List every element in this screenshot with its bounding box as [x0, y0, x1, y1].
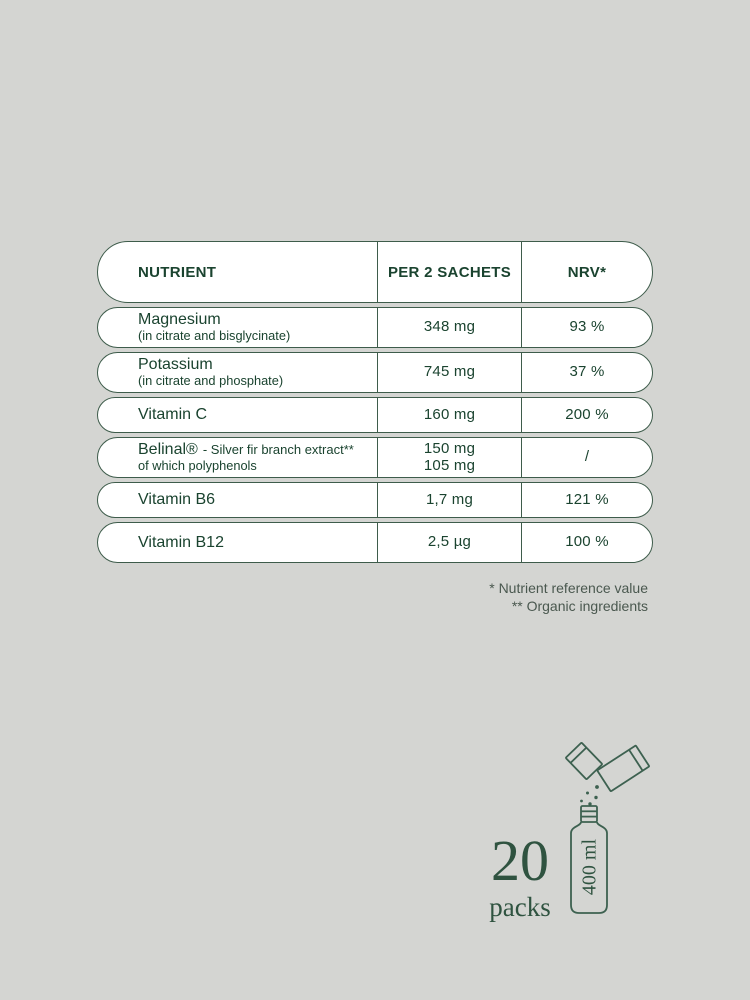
amount-cell: [377, 353, 521, 392]
header-cell-per-2-sachets: [377, 242, 521, 302]
amount-value: 348 mg: [423, 318, 476, 336]
nrv-cell: [521, 398, 652, 432]
nutrient-name: Vitamin B6: [138, 491, 216, 509]
nutrient-name: Magnesium: [138, 311, 221, 329]
table-row-vitamin-b12: [97, 522, 653, 563]
amount-cell: [377, 398, 521, 432]
amount-value-2: 105 mg: [423, 456, 476, 474]
nutrient-cell: [98, 438, 377, 477]
nutrient-name: Potassium: [138, 356, 213, 374]
amount-cell: [377, 438, 521, 477]
amount-cell: [377, 483, 521, 517]
nrv-cell: [521, 353, 652, 392]
pack-count: [475, 828, 565, 922]
nrv-value: /: [584, 448, 590, 466]
nrv-value: 93 %: [569, 318, 605, 336]
header-nutrient-label: NUTRIENT: [138, 263, 217, 281]
bottle-cap-icon: [581, 806, 597, 822]
footnotes: [489, 579, 648, 615]
footnote-organic: ** Organic ingredients: [511, 598, 648, 614]
nrv-value: 100 %: [565, 533, 609, 551]
header-cell-nrv: [521, 242, 652, 302]
header-per-2-sachets-label: PER 2 SACHETS: [387, 263, 512, 281]
sachet-left-icon: [566, 743, 603, 780]
nutrient-cell: [98, 523, 377, 562]
nrv-cell: [521, 438, 652, 477]
bottle-volume-label: 400 ml: [578, 838, 601, 896]
sachet-right-icon: [597, 745, 649, 791]
amount-value: 160 mg: [423, 405, 476, 423]
table-row-vitamin-c: [97, 397, 653, 433]
pouring-dots-icon: [580, 785, 599, 806]
nutrient-name: Belinal®: [138, 441, 198, 459]
nrv-value: 121 %: [565, 490, 609, 508]
nutrient-name-suffix: - Silver fir branch extract**: [202, 442, 354, 458]
pack-count-unit: packs: [489, 892, 551, 922]
nutrient-name: Vitamin B12: [138, 533, 224, 551]
nutrient-cell: [98, 483, 377, 517]
table-row-vitamin-b6: [97, 482, 653, 518]
table-row-belinal: [97, 437, 653, 478]
nutrient-subtext: (in citrate and bisglycinate): [138, 328, 291, 344]
nutrient-subtext: (in citrate and phosphate): [138, 373, 284, 389]
nrv-cell: [521, 308, 652, 347]
header-cell-nutrient: [98, 242, 377, 302]
table-row-potassium: [97, 352, 653, 393]
table-row-magnesium: [97, 307, 653, 348]
amount-cell: [377, 308, 521, 347]
table-header-row: [97, 241, 653, 303]
nrv-value: 200 %: [565, 405, 609, 423]
amount-value: 150 mg: [423, 440, 476, 457]
amount-value: 745 mg: [423, 363, 476, 381]
nutrient-name: Vitamin C: [138, 406, 208, 424]
header-nrv-label: NRV*: [567, 263, 607, 281]
pack-count-number: 20: [491, 828, 549, 893]
amount-cell: [377, 523, 521, 562]
pack-illustration: [485, 735, 655, 935]
nrv-value: 37 %: [569, 363, 605, 381]
amount-value: 1,7 mg: [425, 490, 474, 508]
nutrition-table: [97, 241, 653, 563]
nutrient-cell: [98, 308, 377, 347]
nrv-cell: [521, 483, 652, 517]
nutrient-cell: [98, 353, 377, 392]
nrv-cell: [521, 523, 652, 562]
amount-value: 2,5 µg: [427, 533, 472, 551]
nutrient-subtext: of which polyphenols: [138, 458, 257, 474]
footnote-nrv: * Nutrient reference value: [489, 580, 648, 596]
nutrient-cell: [98, 398, 377, 432]
